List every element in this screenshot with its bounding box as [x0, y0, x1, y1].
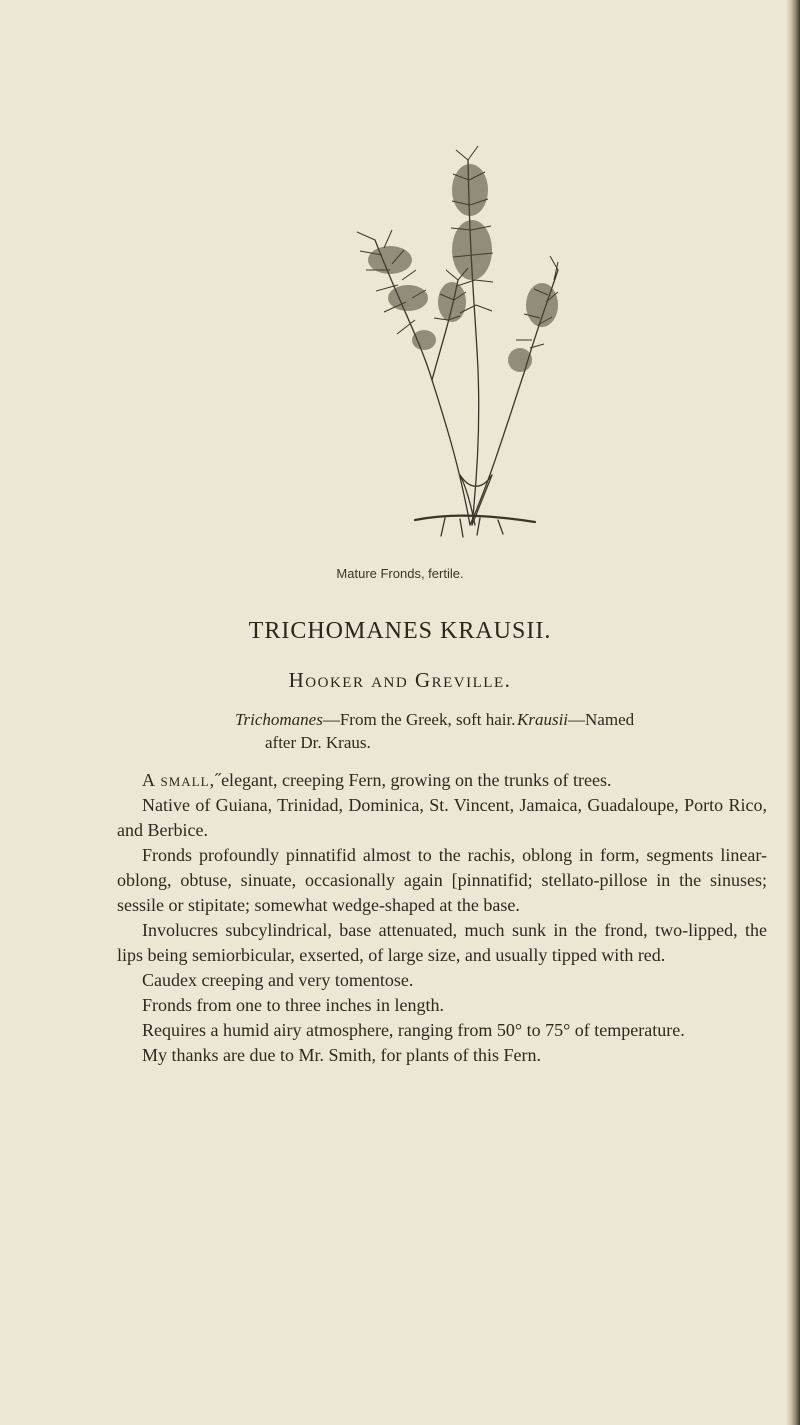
paragraph-6: Fronds from one to three inches in length.	[142, 995, 444, 1015]
genus-text: —From the Greek, soft hair.	[322, 710, 516, 729]
page-title: TRICHOMANES KRAUSII.	[248, 618, 552, 644]
etymology	[0, 708, 800, 754]
species-text: —Named	[568, 710, 635, 729]
paragraph-1-lead: A small,	[142, 770, 216, 790]
species-text-cont: after Dr. Kraus.	[265, 733, 371, 752]
paragraph-3: Fronds profoundly pinnatifid almost to the rachis, oblong in form, segments linear-oblong, obtuse, sinuate, occasionally again [pinnatifid; stellato-pillose in the sinuses; sessile or stipitate; somewhat wedge-shaped at the base.	[117, 845, 767, 915]
authors: Hooker and Greville.	[288, 668, 512, 692]
fern-icon	[320, 130, 560, 560]
fern-illustration	[320, 130, 560, 560]
paragraph-1	[117, 768, 767, 793]
paragraph-1-rest: ˝elegant, creeping Fern, growing on the trunks of trees.	[215, 770, 612, 790]
species-etymology	[517, 708, 634, 731]
body-text	[117, 768, 767, 1068]
genus-term: Trichomanes	[235, 710, 323, 729]
paragraph-5: Caudex creeping and very tomentose.	[142, 970, 414, 990]
genus-etymology	[235, 708, 515, 731]
paragraph-4: Involucres subcylindrical, base attenuated, much sunk in the frond, two-lipped, the lips being semiorbicular, exserted, of large size, and usually tipped with red.	[117, 920, 767, 965]
paragraph-7: Requires a humid airy atmosphere, ranging from 50° to 75° of temperature.	[142, 1020, 685, 1040]
species-term: Krausii	[517, 710, 569, 729]
paragraph-8: My thanks are due to Mr. Smith, for plants of this Fern.	[142, 1045, 541, 1065]
figure-caption: Mature Fronds, fertile.	[336, 566, 464, 581]
paragraph-2: Native of Guiana, Trinidad, Dominica, St. Vincent, Jamaica, Guadaloupe, Porto Rico, and Berbice.	[117, 795, 767, 840]
